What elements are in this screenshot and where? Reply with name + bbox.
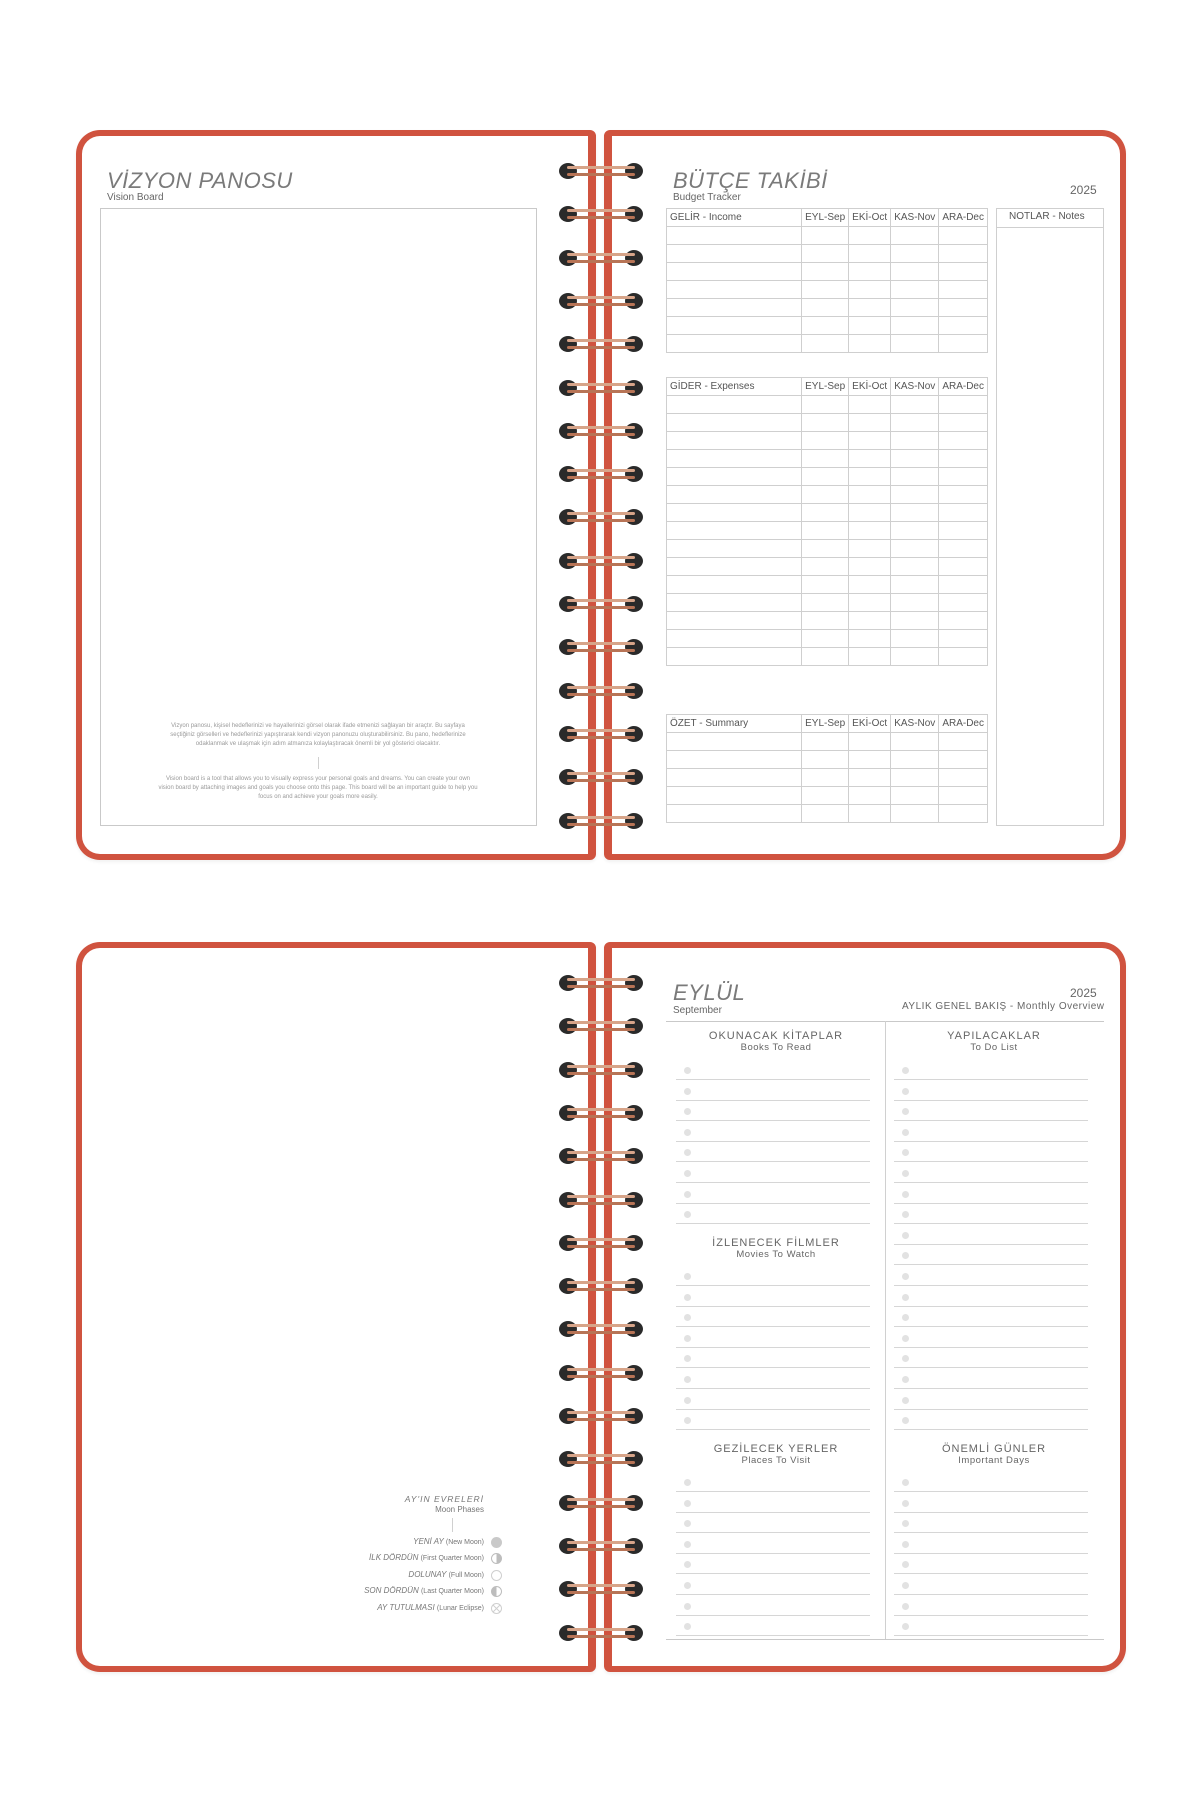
binding-ring xyxy=(559,1017,643,1035)
list-item[interactable] xyxy=(676,1079,870,1080)
binding-ring xyxy=(559,1407,643,1425)
table-row[interactable] xyxy=(667,787,988,805)
full-moon-icon xyxy=(491,1570,502,1581)
list-item[interactable] xyxy=(676,1429,870,1430)
places-subtitle: Places To Visit xyxy=(741,1455,811,1466)
binding-ring xyxy=(559,379,643,397)
table-row[interactable] xyxy=(667,414,988,432)
list-item[interactable] xyxy=(676,1203,870,1204)
list-bullet xyxy=(902,1170,909,1177)
table-row[interactable] xyxy=(667,281,988,299)
list-item[interactable] xyxy=(894,1347,1088,1348)
binding-ring xyxy=(559,249,643,267)
list-bullet xyxy=(902,1397,909,1404)
table-row[interactable] xyxy=(667,486,988,504)
movies-subtitle: Movies To Watch xyxy=(736,1249,816,1260)
list-item[interactable] xyxy=(894,1367,1088,1368)
books-title: OKUNACAK KİTAPLAR xyxy=(708,1030,844,1042)
days-section-header xyxy=(894,1443,1094,1466)
moon-phase-row xyxy=(364,1586,484,1595)
table-row[interactable] xyxy=(667,227,988,245)
list-item[interactable] xyxy=(676,1491,870,1492)
list-item[interactable] xyxy=(676,1285,870,1286)
list-item[interactable] xyxy=(894,1388,1088,1389)
page-subtitle: Vision Board xyxy=(107,192,164,203)
table-row[interactable] xyxy=(667,468,988,486)
phase-en: (Full Moon) xyxy=(448,1572,484,1579)
list-item[interactable] xyxy=(676,1409,870,1410)
list-item[interactable] xyxy=(676,1141,870,1142)
table-row[interactable] xyxy=(667,630,988,648)
places-title: GEZİLECEK YERLER xyxy=(713,1443,839,1455)
binding-ring xyxy=(559,1234,643,1252)
binding-ring xyxy=(559,422,643,440)
binding-ring xyxy=(559,508,643,526)
binding-ring xyxy=(559,1191,643,1209)
list-item[interactable] xyxy=(676,1306,870,1307)
phase-tr: SON DÖRDÜN xyxy=(364,1586,419,1595)
table-row[interactable] xyxy=(667,558,988,576)
table-row[interactable] xyxy=(667,805,988,823)
table-row[interactable] xyxy=(667,522,988,540)
divider xyxy=(318,757,319,769)
list-bullet xyxy=(902,1376,909,1383)
binding-ring xyxy=(559,725,643,743)
list-bullet xyxy=(902,1067,909,1074)
last-quarter-moon-icon xyxy=(491,1586,502,1597)
binding-ring xyxy=(559,638,643,656)
notes-area[interactable] xyxy=(996,208,1104,826)
table-row[interactable] xyxy=(667,263,988,281)
table-row[interactable] xyxy=(667,576,988,594)
footer-rule xyxy=(666,1639,1104,1640)
list-bullet xyxy=(902,1541,909,1548)
month-header: ARA-Dec xyxy=(939,209,988,227)
list-bullet xyxy=(902,1582,909,1589)
binding-ring xyxy=(559,595,643,613)
month-header: EKİ-Oct xyxy=(849,715,891,733)
list-item[interactable] xyxy=(894,1182,1088,1183)
lunar-eclipse-icon xyxy=(491,1603,502,1614)
table-row[interactable] xyxy=(667,396,988,414)
month-header: ARA-Dec xyxy=(939,715,988,733)
moon-phase-row xyxy=(408,1570,484,1579)
table-row[interactable] xyxy=(667,648,988,666)
new-moon-icon xyxy=(491,1537,502,1548)
list-bullet xyxy=(684,1541,691,1548)
days-subtitle: Important Days xyxy=(958,1455,1030,1466)
books-section-header xyxy=(676,1030,876,1053)
list-item[interactable] xyxy=(894,1615,1088,1616)
cover-left-2 xyxy=(76,942,596,1672)
month-header: KAS-Nov xyxy=(891,715,939,733)
year-label: 2025 xyxy=(1070,183,1097,197)
binding-ring xyxy=(559,335,643,353)
table-row[interactable] xyxy=(667,540,988,558)
expenses-table[interactable] xyxy=(666,377,988,666)
list-item[interactable] xyxy=(894,1264,1088,1265)
table-row[interactable] xyxy=(667,769,988,787)
binding-ring xyxy=(559,682,643,700)
month-header: EYL-Sep xyxy=(802,715,849,733)
binding-ring xyxy=(559,768,643,786)
page-title: BÜTÇE TAKİBİ xyxy=(673,168,828,193)
table-row[interactable] xyxy=(667,751,988,769)
list-bullet xyxy=(684,1129,691,1136)
list-item[interactable] xyxy=(894,1203,1088,1204)
list-item[interactable] xyxy=(676,1367,870,1368)
month-header: EKİ-Oct xyxy=(849,378,891,396)
month-header: EYL-Sep xyxy=(802,378,849,396)
vision-board-description-tr: Vizyon panosu, kişisel hedeflerinizi ve hayallerinizi görsel olarak ifade etmenizi sağlayan bir araçtır. Bu sayfaya seçtiğiniz görselleri ve hedeflerinizi yapıştırarak kendi vizyon panonuzu oluşturabilirsiniz. Bu pano, hedeflerinize odaklanmak ve ulaşmak için adım atmanıza kolaylaştıracak önemli bir yol gösterici olacaktır. xyxy=(170,723,466,747)
table-row[interactable] xyxy=(667,450,988,468)
summary-table[interactable] xyxy=(666,714,988,823)
list-bullet xyxy=(684,1273,691,1280)
binding-ring xyxy=(559,974,643,992)
binding-ring xyxy=(559,292,643,310)
table-row[interactable] xyxy=(667,245,988,263)
table-row[interactable] xyxy=(667,317,988,335)
binding-ring xyxy=(559,1624,643,1642)
income-table[interactable] xyxy=(666,208,988,353)
list-item[interactable] xyxy=(894,1326,1088,1327)
list-item[interactable] xyxy=(676,1635,870,1636)
moon-phases-subtitle: Moon Phases xyxy=(435,1505,484,1514)
page-subtitle: September xyxy=(673,1005,722,1016)
binding-ring xyxy=(559,1364,643,1382)
binding-ring xyxy=(559,162,643,180)
list-item[interactable] xyxy=(676,1326,870,1327)
list-item[interactable] xyxy=(894,1635,1088,1636)
list-item[interactable] xyxy=(676,1120,870,1121)
binding-ring xyxy=(559,1147,643,1165)
list-item[interactable] xyxy=(894,1100,1088,1101)
list-item[interactable] xyxy=(894,1532,1088,1533)
income-header: GELİR - Income xyxy=(667,209,802,227)
list-item[interactable] xyxy=(894,1285,1088,1286)
list-item[interactable] xyxy=(894,1429,1088,1430)
places-section-header xyxy=(676,1443,876,1466)
list-bullet xyxy=(684,1582,691,1589)
binding-ring xyxy=(559,552,643,570)
list-item[interactable] xyxy=(676,1347,870,1348)
todo-section-header xyxy=(894,1030,1094,1053)
page-subtitle: Budget Tracker xyxy=(673,192,741,203)
list-item[interactable] xyxy=(894,1120,1088,1121)
list-item[interactable] xyxy=(676,1100,870,1101)
table-row[interactable] xyxy=(667,733,988,751)
list-item[interactable] xyxy=(676,1388,870,1389)
binding-ring xyxy=(559,1277,643,1295)
list-item[interactable] xyxy=(894,1512,1088,1513)
list-bullet xyxy=(684,1170,691,1177)
phase-en: (Last Quarter Moon) xyxy=(420,1588,484,1595)
year-label: 2025 xyxy=(1070,986,1097,1000)
table-row[interactable] xyxy=(667,335,988,353)
table-row[interactable] xyxy=(667,612,988,630)
todo-title: YAPILACAKLAR xyxy=(947,1030,1041,1042)
phase-en: (Lunar Eclipse) xyxy=(436,1605,484,1612)
list-bullet xyxy=(684,1479,691,1486)
list-item[interactable] xyxy=(676,1161,870,1162)
table-row[interactable] xyxy=(667,504,988,522)
vision-board-description-en: Vision board is a tool that allows you to visually express your personal goals and dreams. You can create your own vision board by attaching images and goals you choose onto this page. This board will be an important guide to help you focus on and achieve your goals more easily. xyxy=(158,776,478,800)
list-item[interactable] xyxy=(676,1615,870,1616)
month-header: EYL-Sep xyxy=(802,209,849,227)
table-row[interactable] xyxy=(667,594,988,612)
list-item[interactable] xyxy=(894,1161,1088,1162)
binding-ring xyxy=(559,1494,643,1512)
todo-subtitle: To Do List xyxy=(970,1042,1018,1053)
binding-ring xyxy=(559,1320,643,1338)
first-quarter-moon-icon xyxy=(491,1553,502,1564)
days-title: ÖNEMLİ GÜNLER xyxy=(941,1443,1047,1455)
month-header: ARA-Dec xyxy=(939,378,988,396)
list-bullet xyxy=(902,1273,909,1280)
list-bullet xyxy=(684,1088,691,1095)
list-item[interactable] xyxy=(894,1223,1088,1224)
moon-phase-row xyxy=(377,1603,484,1612)
list-item[interactable] xyxy=(676,1594,870,1595)
list-bullet xyxy=(684,1500,691,1507)
table-row[interactable] xyxy=(667,432,988,450)
list-item[interactable] xyxy=(894,1409,1088,1410)
month-header: KAS-Nov xyxy=(891,378,939,396)
list-item[interactable] xyxy=(676,1532,870,1533)
list-bullet xyxy=(902,1479,909,1486)
list-bullet xyxy=(684,1067,691,1074)
list-bullet xyxy=(684,1397,691,1404)
list-bullet xyxy=(684,1603,691,1610)
phase-tr: AY TUTULMASI xyxy=(377,1603,435,1612)
overview-label: AYLIK GENEL BAKIŞ - Monthly Overview xyxy=(902,1001,1105,1012)
moon-phase-row xyxy=(413,1537,484,1546)
phase-tr: DOLUNAY xyxy=(408,1570,447,1579)
column-divider xyxy=(885,1021,886,1639)
binding-ring xyxy=(559,205,643,223)
list-item[interactable] xyxy=(894,1141,1088,1142)
books-subtitle: Books To Read xyxy=(740,1042,812,1053)
binding-ring xyxy=(559,1537,643,1555)
list-bullet xyxy=(902,1129,909,1136)
moon-phase-row xyxy=(369,1553,484,1562)
page-title: EYLÜL xyxy=(673,980,746,1005)
binding-ring xyxy=(559,1061,643,1079)
list-item[interactable] xyxy=(894,1553,1088,1554)
binding-ring xyxy=(559,465,643,483)
list-bullet xyxy=(684,1376,691,1383)
phase-tr: İLK DÖRDÜN xyxy=(369,1553,419,1562)
list-bullet xyxy=(902,1191,909,1198)
phase-tr: YENİ AY xyxy=(413,1537,444,1546)
summary-header: ÖZET - Summary xyxy=(667,715,802,733)
list-bullet xyxy=(902,1088,909,1095)
list-item[interactable] xyxy=(676,1512,870,1513)
list-bullet xyxy=(684,1191,691,1198)
binding-ring xyxy=(559,812,643,830)
binding-ring xyxy=(559,1450,643,1468)
list-item[interactable] xyxy=(676,1573,870,1574)
moon-phases-title: AY'IN EVRELERİ xyxy=(404,1494,484,1504)
list-item[interactable] xyxy=(676,1182,870,1183)
movies-section-header xyxy=(676,1237,876,1260)
movies-title: İZLENECEK FİLMLER xyxy=(712,1237,840,1249)
list-item[interactable] xyxy=(894,1573,1088,1574)
list-item[interactable] xyxy=(894,1079,1088,1080)
month-header: EKİ-Oct xyxy=(849,209,891,227)
list-item[interactable] xyxy=(894,1306,1088,1307)
phase-en: (First Quarter Moon) xyxy=(420,1555,484,1562)
list-item[interactable] xyxy=(676,1553,870,1554)
notes-header: NOTLAR - Notes xyxy=(997,209,1103,228)
divider xyxy=(452,1518,453,1532)
list-item[interactable] xyxy=(894,1594,1088,1595)
list-item[interactable] xyxy=(676,1223,870,1224)
list-bullet xyxy=(684,1294,691,1301)
list-item[interactable] xyxy=(894,1491,1088,1492)
list-bullet xyxy=(902,1603,909,1610)
list-bullet xyxy=(902,1294,909,1301)
phase-en: (New Moon) xyxy=(445,1539,484,1546)
list-bullet xyxy=(902,1335,909,1342)
binding-ring xyxy=(559,1580,643,1598)
page-title: VİZYON PANOSU xyxy=(107,168,293,193)
list-item[interactable] xyxy=(894,1244,1088,1245)
list-bullet xyxy=(902,1232,909,1239)
month-header: KAS-Nov xyxy=(891,209,939,227)
table-row[interactable] xyxy=(667,299,988,317)
list-bullet xyxy=(902,1500,909,1507)
binding-ring xyxy=(559,1104,643,1122)
expenses-header: GİDER - Expenses xyxy=(667,378,802,396)
list-bullet xyxy=(684,1335,691,1342)
